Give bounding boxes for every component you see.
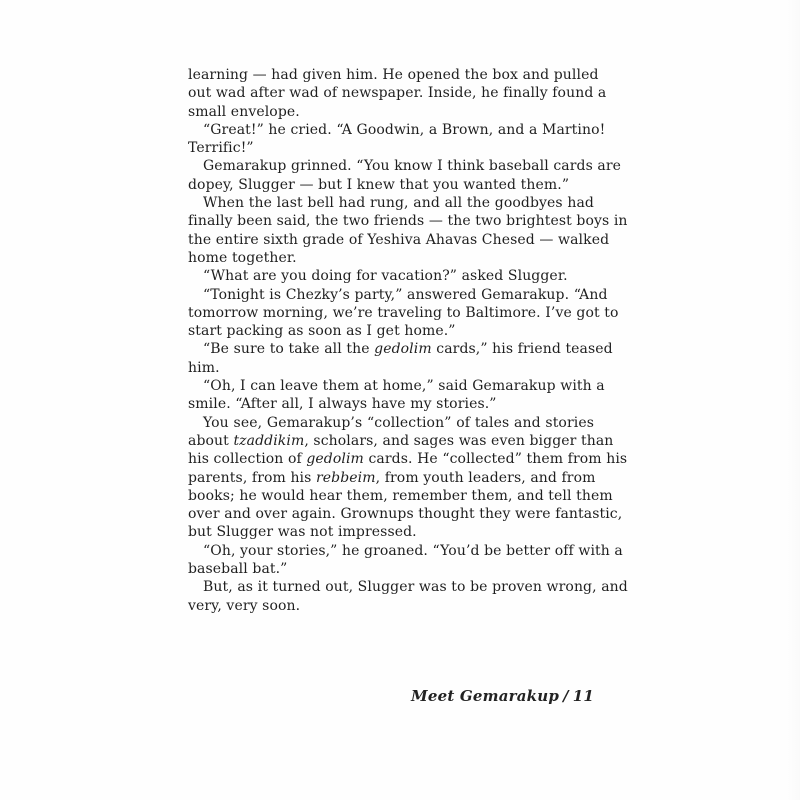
text-line: “Tonight is Chezky’s party,” answered Gemarakup. “And bbox=[203, 286, 608, 303]
text-line: Gemarakup grinned. “You know I think baseball cards are bbox=[203, 158, 622, 175]
paragraph bbox=[188, 66, 607, 121]
paragraph bbox=[188, 578, 628, 615]
text-line: “Oh, your stories,” he groaned. “You’d be better off with a bbox=[203, 542, 623, 559]
text-line: small envelope. bbox=[188, 103, 300, 120]
text-line: baseball bat.” bbox=[188, 561, 288, 578]
text-line: over and over again. Grownups thought they were fantastic, bbox=[188, 506, 623, 523]
text-line: but Slugger was not impressed. bbox=[188, 524, 417, 541]
italic-term: gedolim bbox=[306, 451, 364, 468]
text-line: parents, from his rebbeim, from youth leaders, and from bbox=[188, 469, 596, 486]
paragraph bbox=[188, 340, 613, 377]
paragraph bbox=[188, 121, 606, 158]
text-line: learning — had given him. He opened the box and pulled bbox=[188, 67, 599, 83]
text-line: dopey, Slugger — but I knew that you wanted them.” bbox=[188, 176, 570, 193]
text-line: “Be sure to take all the gedolim cards,” his friend teased bbox=[203, 341, 613, 358]
text-line: You see, Gemarakup’s “collection” of tales and stories bbox=[203, 414, 594, 431]
page-number: 11 bbox=[572, 687, 594, 705]
paragraph bbox=[188, 267, 594, 285]
text-line: “Great!” he cried. “A Goodwin, a Brown, and a Martino! bbox=[203, 121, 606, 138]
text-line: finally been said, the two friends — the two brightest boys in bbox=[188, 213, 628, 230]
text-line: out wad after wad of newspaper. Inside, he finally found a bbox=[188, 85, 607, 102]
paragraph bbox=[188, 377, 605, 414]
text-line: “What are you doing for vacation?” asked Slugger. bbox=[203, 268, 568, 285]
paragraph bbox=[188, 414, 628, 542]
text-line: When the last bell had rung, and all the goodbyes had bbox=[203, 195, 594, 212]
text-line: very, very soon. bbox=[188, 597, 301, 614]
paragraph bbox=[188, 194, 628, 267]
text-line: start packing as soon as I get home.” bbox=[188, 323, 456, 340]
running-title: Meet Gemarakup bbox=[411, 687, 560, 705]
italic-term: rebbeim bbox=[315, 469, 376, 486]
paragraph bbox=[188, 157, 622, 194]
text-line: his collection of gedolim cards. He “collected” them from his bbox=[188, 451, 628, 468]
text-line: Terrific!” bbox=[188, 140, 254, 157]
footer-separator: / bbox=[563, 687, 569, 705]
text-line: tomorrow morning, we’re traveling to Baltimore. I’ve got to bbox=[188, 304, 619, 321]
paragraph bbox=[188, 542, 623, 579]
text-line: home together. bbox=[188, 249, 297, 266]
italic-term: tzaddikim bbox=[233, 432, 305, 449]
italic-term: gedolim bbox=[374, 341, 432, 358]
text-line: “Oh, I can leave them at home,” said Gemarakup with a bbox=[203, 378, 605, 395]
page-footer bbox=[188, 687, 594, 705]
text-line: him. bbox=[188, 359, 220, 376]
text-line: But, as it turned out, Slugger was to be proven wrong, and bbox=[203, 579, 628, 596]
paragraph bbox=[188, 286, 619, 341]
text-line: books; he would hear them, remember them, and tell them bbox=[188, 487, 613, 504]
text-line: smile. “After all, I always have my stories.” bbox=[188, 396, 497, 413]
body-text bbox=[188, 66, 628, 615]
text-line: about tzaddikim, scholars, and sages was even bigger than bbox=[188, 432, 614, 449]
text-line: the entire sixth grade of Yeshiva Ahavas Chesed — walked bbox=[188, 231, 610, 248]
